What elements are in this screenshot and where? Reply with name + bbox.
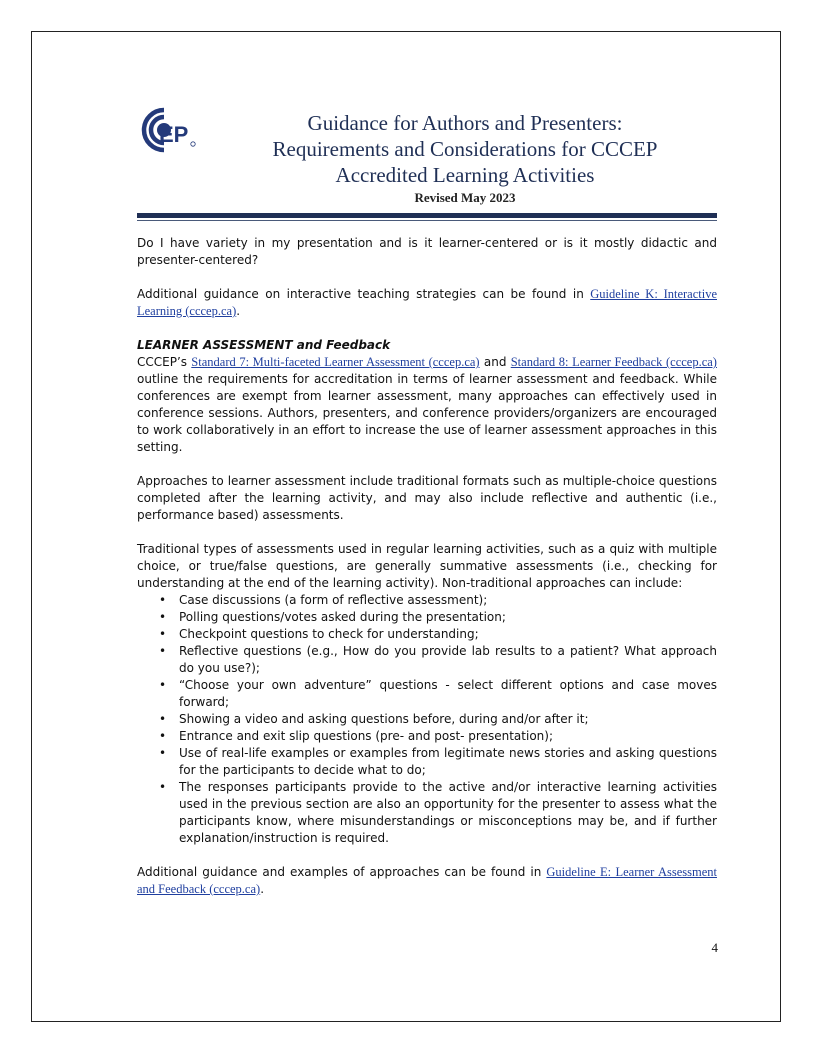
guideline-e-link[interactable]: Guideline E: Learner Assessment and Feedback (cccep.ca) <box>137 865 718 896</box>
bullet-icon: • <box>159 780 167 794</box>
standards-and: and <box>479 355 511 369</box>
list-item: • Polling questions/votes asked during the presentation; <box>159 610 506 624</box>
paragraph-guideline-k <box>137 286 717 320</box>
standard-8-link[interactable]: Standard 8: Learner Feedback (cccep.ca) <box>510 355 717 369</box>
standard-7-link[interactable]: Standard 7: Multi-faceted Learner Assessment (cccep.ca) <box>191 355 480 369</box>
cccep-logo <box>137 104 199 156</box>
document-title <box>205 110 725 206</box>
bullet-icon: • <box>159 729 167 743</box>
bullet-icon: • <box>159 593 167 607</box>
standards-prefix: CCCEP’s <box>137 355 192 369</box>
page-number: 4 <box>711 940 718 955</box>
revised-date: Revised May 2023 <box>414 190 516 205</box>
standards-suffix: outline the requirements for accreditation in terms of learner assessment and feedback. While conferences are exempt from learner assessment, many approaches can effectively used in conference sessions. Authors, presenters, and conference providers/organizers are encouraged to work collaboratively in an effort to increase the use of learner assessment approaches in this setting. <box>137 372 717 454</box>
logo-wordmark: EP <box>159 122 189 147</box>
bullet-icon: • <box>159 746 167 760</box>
paragraph-standards <box>137 354 717 456</box>
paragraph-traditional: Traditional types of assessments used in regular learning activities, such as a quiz with multiple choice, or true/false questions, are generally summative assessments (i.e., checking for understanding at the end of the learning activity). Non-traditional approaches can include: <box>137 542 717 590</box>
list-item: • The responses participants provide to the active and/or interactive learning activities used in the previous section are also an opportunity for the presenter to assess what the participants know, where misunderstandings or misconceptions may be, and if further explanation/instruction is required. <box>159 780 717 845</box>
bullet-icon: • <box>159 678 167 692</box>
paragraph-guideline-e <box>137 864 717 898</box>
cccep-logo-mark <box>137 104 199 156</box>
header-divider-thick <box>137 213 717 218</box>
list-item: • Reflective questions (e.g., How do you provide lab results to a patient? What approach do you use?); <box>159 644 717 675</box>
list-item: • Use of real-life examples or examples from legitimate news stories and asking questions for the participants to decide what to do; <box>159 746 717 777</box>
guideline-e-suffix: . <box>260 882 265 896</box>
guideline-k-text: Additional guidance on interactive teaching strategies can be found in <box>137 287 591 301</box>
list-item: • Checkpoint questions to check for understanding; <box>159 627 479 641</box>
guideline-k-suffix: . <box>236 304 241 318</box>
list-item: • Showing a video and asking questions before, during and/or after it; <box>159 712 589 726</box>
title-line-3: Accredited Learning Activities <box>335 163 595 187</box>
title-line-1: Guidance for Authors and Presenters: <box>307 111 623 135</box>
bullet-icon: • <box>159 627 167 641</box>
list-item: • “Choose your own adventure” questions - select different options and case moves forward; <box>159 678 717 709</box>
bullet-icon: • <box>159 644 167 658</box>
guideline-e-text: Additional guidance and examples of approaches can be found in <box>137 865 547 879</box>
guideline-k-link[interactable]: Guideline K: Interactive Learning (cccep.ca) <box>137 287 717 318</box>
paragraph-approaches: Approaches to learner assessment include traditional formats such as multiple-choice questions completed after the learning activity, and may also include reflective and authentic (i.e., performance based) assessments. <box>137 474 717 522</box>
section-heading-learner-assessment: LEARNER ASSESSMENT and Feedback <box>137 338 391 352</box>
assessment-approaches-list <box>137 592 717 847</box>
list-item: • Case discussions (a form of reflective assessment); <box>159 593 488 607</box>
bullet-icon: • <box>159 712 167 726</box>
paragraph-variety: Do I have variety in my presentation and is it learner-centered or is it mostly didactic and presenter-centered? <box>137 236 717 267</box>
header-divider-thin <box>137 220 717 221</box>
document-body <box>137 235 717 915</box>
bullet-icon: • <box>159 610 167 624</box>
title-line-2: Requirements and Considerations for CCCEP <box>272 137 658 161</box>
list-item: • Entrance and exit slip questions (pre- and post- presentation); <box>159 729 553 743</box>
